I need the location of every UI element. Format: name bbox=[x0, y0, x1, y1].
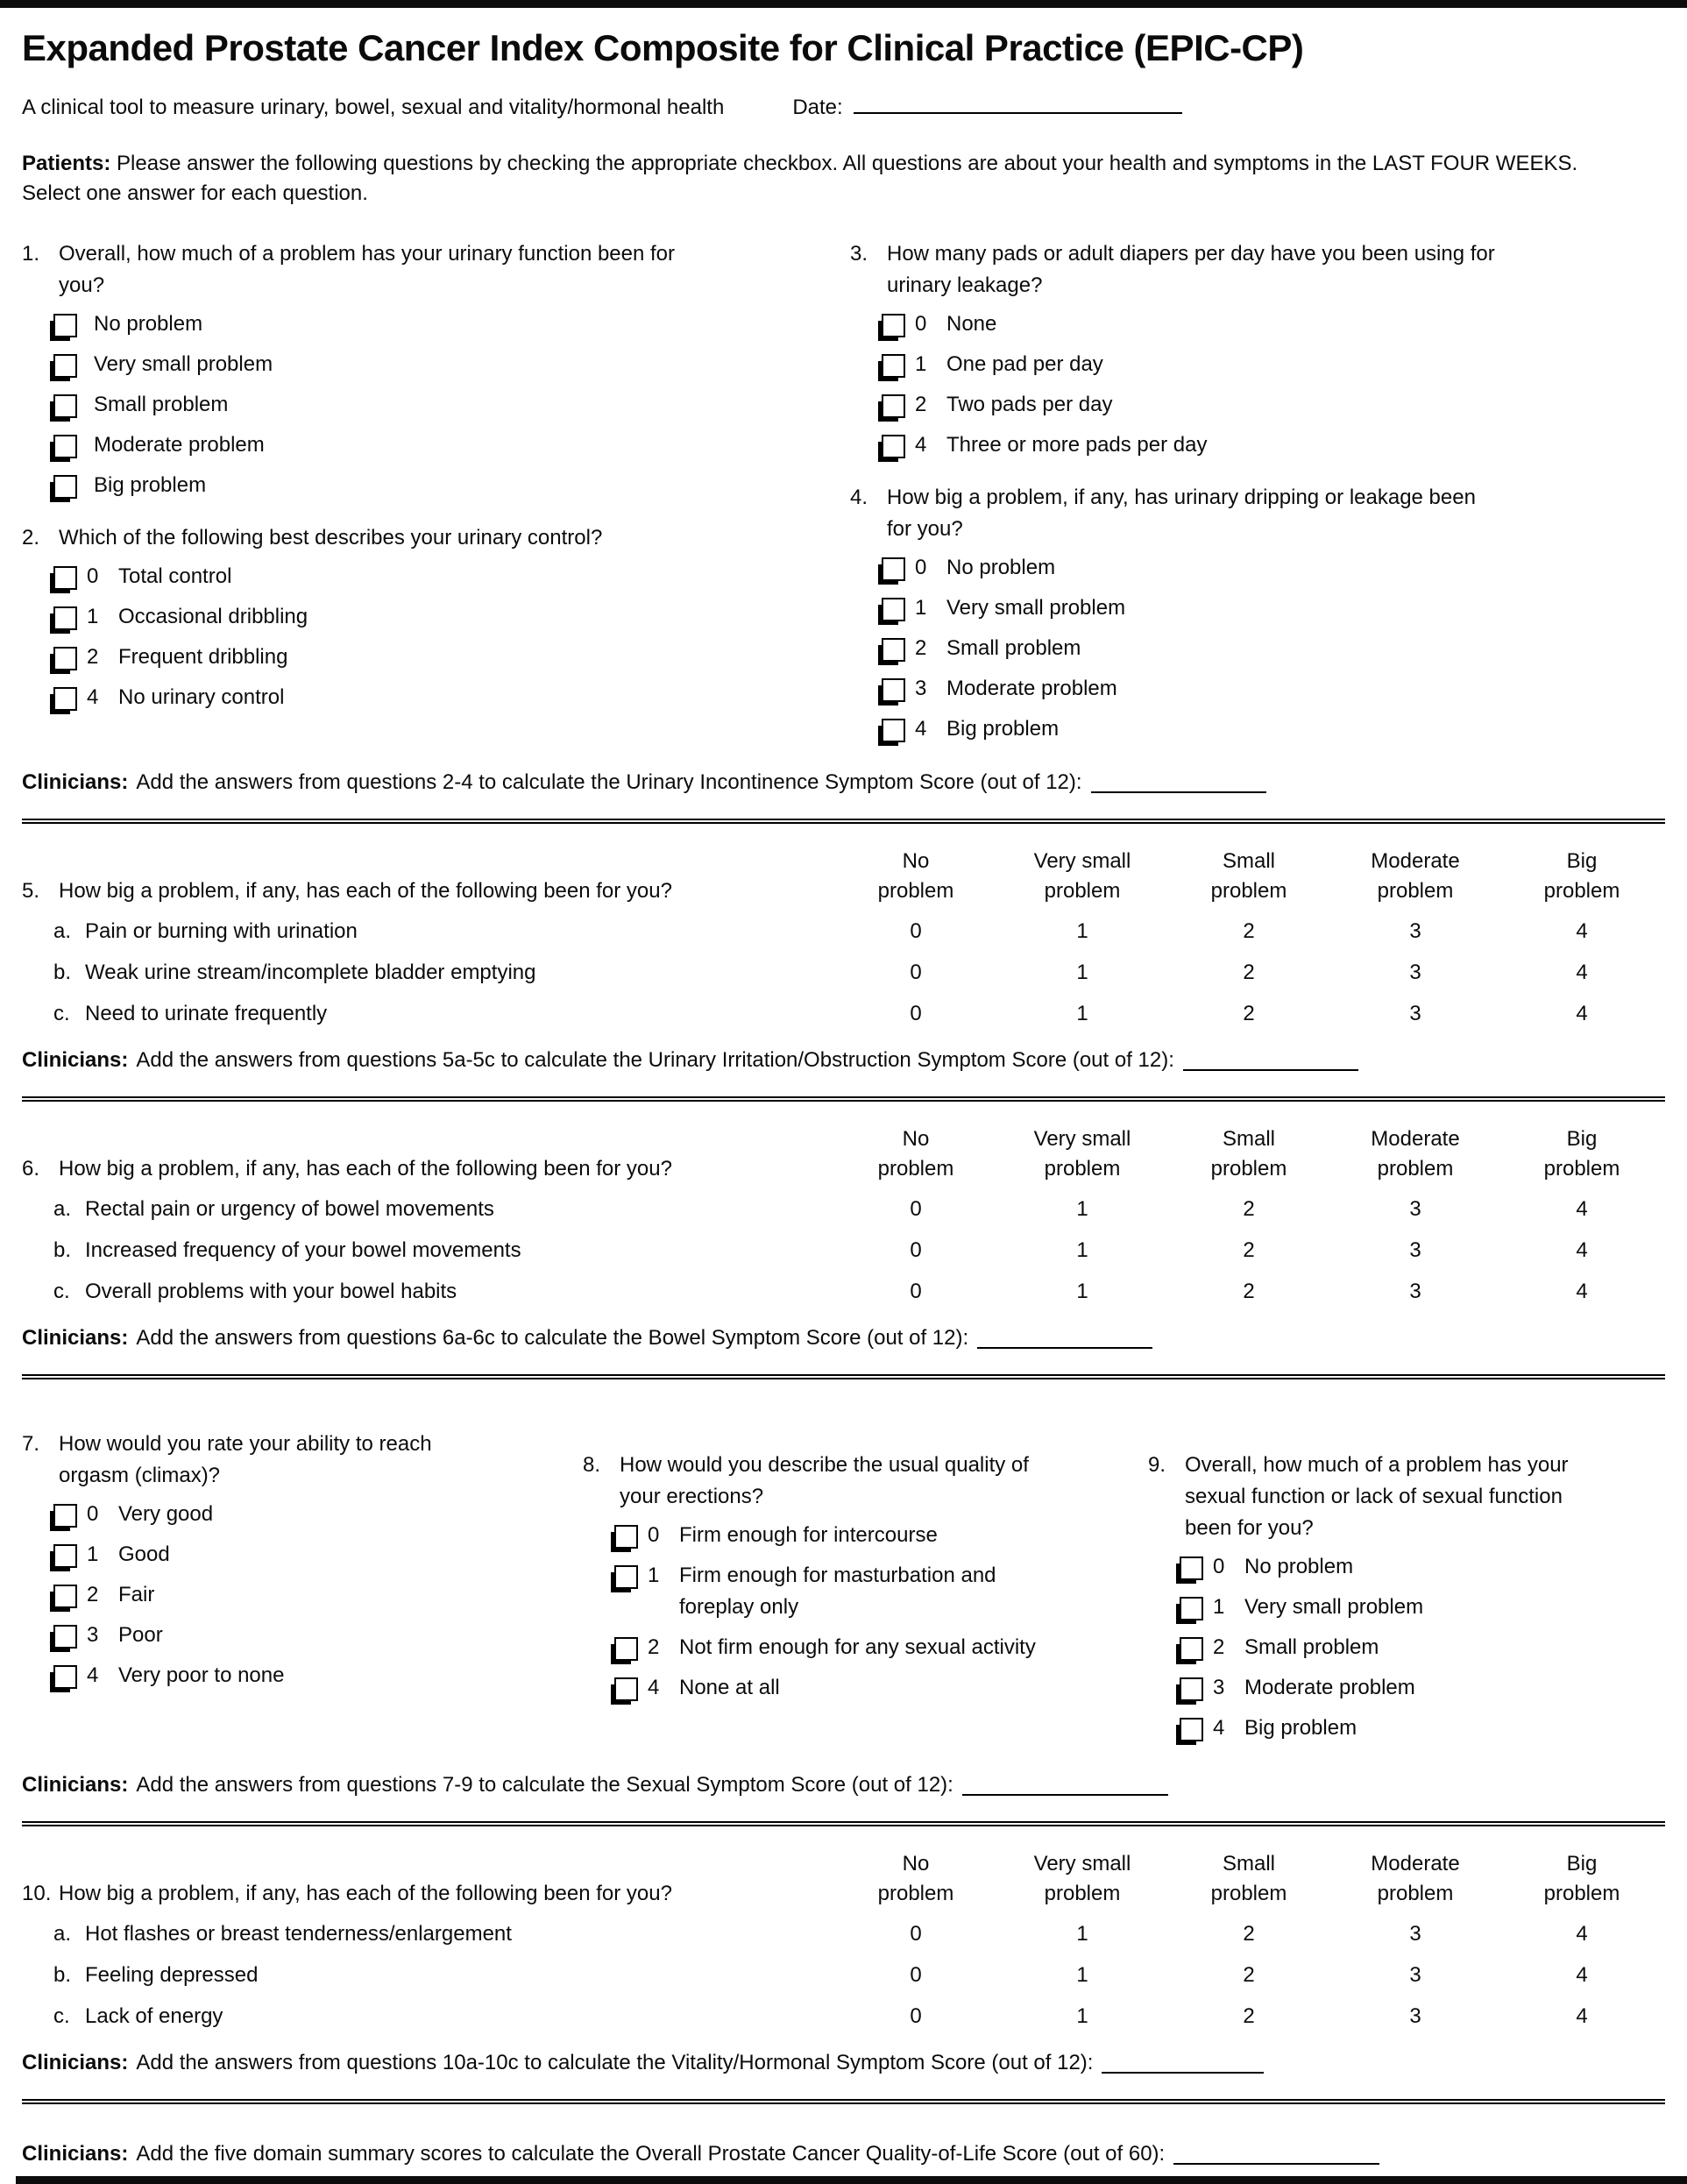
questions-1-4-block bbox=[22, 238, 1665, 754]
option-label: Big problem bbox=[94, 473, 207, 497]
answer-option[interactable] bbox=[53, 1539, 583, 1571]
clinicians-label: Clinicians: bbox=[22, 770, 129, 794]
option-label: Two pads per day bbox=[946, 393, 1113, 416]
answer-option[interactable] bbox=[614, 1560, 1148, 1623]
score-cell[interactable]: 1 bbox=[1076, 1922, 1088, 1946]
score-cell[interactable]: 3 bbox=[1409, 2004, 1421, 2028]
score-cell[interactable]: 1 bbox=[1076, 1002, 1088, 1025]
subtitle-row bbox=[22, 91, 1665, 123]
answer-option[interactable] bbox=[882, 389, 1665, 421]
column-header: Big problem bbox=[1543, 1852, 1620, 1905]
checkbox-icon[interactable] bbox=[882, 354, 905, 378]
score-cell[interactable]: 4 bbox=[1576, 1238, 1588, 1262]
row-text: Hot flashes or breast tenderness/enlargement bbox=[85, 1922, 512, 1946]
table-row bbox=[22, 1235, 1665, 1266]
option-label: Very good bbox=[118, 1502, 214, 1526]
column-header: No problem bbox=[877, 849, 954, 903]
column-header: Very small problem bbox=[1033, 1127, 1131, 1181]
option-label: Small problem bbox=[946, 636, 1081, 660]
answer-option[interactable] bbox=[53, 1579, 583, 1611]
column-header: Very small problem bbox=[1033, 849, 1131, 903]
option-value: 2 bbox=[1213, 1635, 1225, 1659]
score-cell[interactable]: 2 bbox=[1243, 1963, 1255, 1987]
option-value: 4 bbox=[87, 685, 99, 709]
answer-option[interactable] bbox=[882, 713, 1665, 745]
clinicians-note-bowel: Clinicians: Add the answers from questions 6a-6c to calculate the Bowel Symptom Score (out of 12): bbox=[22, 1323, 1665, 1353]
option-label: Poor bbox=[118, 1623, 163, 1647]
score-cell[interactable]: 1 bbox=[1076, 919, 1088, 943]
table-row bbox=[22, 2001, 1665, 2032]
row-text: Lack of energy bbox=[85, 2004, 223, 2028]
answer-option[interactable] bbox=[1180, 1592, 1665, 1623]
clinicians-label: Clinicians: bbox=[22, 1048, 129, 1072]
checkbox-icon[interactable] bbox=[1180, 1597, 1203, 1620]
question-number: 10. bbox=[22, 1882, 52, 1905]
answer-option[interactable] bbox=[882, 308, 1665, 340]
option-value: 2 bbox=[915, 636, 927, 660]
answer-option[interactable] bbox=[53, 682, 850, 713]
question-10-table bbox=[22, 1849, 1665, 2032]
checkbox-icon[interactable] bbox=[882, 598, 905, 621]
row-text: Overall problems with your bowel habits bbox=[85, 1280, 457, 1303]
score-cell[interactable]: 0 bbox=[910, 1197, 922, 1221]
question-3 bbox=[850, 238, 1665, 461]
option-value: 0 bbox=[1213, 1555, 1225, 1578]
answer-option[interactable] bbox=[1180, 1672, 1665, 1704]
option-value: 3 bbox=[87, 1623, 99, 1647]
question-number: 2. bbox=[22, 526, 40, 550]
answer-option[interactable] bbox=[614, 1672, 1148, 1704]
option-label: Three or more pads per day bbox=[946, 433, 1208, 457]
score-cell[interactable]: 2 bbox=[1243, 1922, 1255, 1946]
question-2 bbox=[22, 522, 850, 713]
score-cell[interactable]: 3 bbox=[1409, 1002, 1421, 1025]
score-cell[interactable]: 4 bbox=[1576, 1280, 1588, 1303]
option-value: 2 bbox=[915, 393, 927, 416]
score-cell[interactable]: 3 bbox=[1409, 919, 1421, 943]
row-text: Need to urinate frequently bbox=[85, 1002, 328, 1025]
option-value: 2 bbox=[87, 645, 99, 669]
question-number: 1. bbox=[22, 242, 40, 266]
checkbox-icon[interactable] bbox=[882, 435, 905, 458]
page-bottom-edge bbox=[16, 2176, 1687, 2184]
option-label: No problem bbox=[946, 556, 1056, 579]
score-cell[interactable]: 3 bbox=[1409, 1922, 1421, 1946]
form-subtitle: A clinical tool to measure urinary, bowel, sexual and vitality/hormonal health bbox=[22, 96, 725, 119]
checkbox-icon[interactable] bbox=[614, 1565, 638, 1589]
answer-option[interactable] bbox=[53, 1620, 583, 1651]
option-value: 0 bbox=[87, 564, 99, 588]
score-input-blank[interactable] bbox=[962, 1773, 1168, 1796]
row-letter: c. bbox=[53, 1002, 70, 1025]
score-cell[interactable]: 4 bbox=[1576, 1002, 1588, 1025]
row-text: Rectal pain or urgency of bowel movements bbox=[85, 1197, 494, 1221]
option-label: Fair bbox=[118, 1583, 155, 1606]
option-label: Small problem bbox=[94, 393, 229, 416]
score-input-blank[interactable] bbox=[1183, 1048, 1358, 1071]
clinicians-label: Clinicians: bbox=[22, 1326, 129, 1350]
option-label: Occasional dribbling bbox=[118, 605, 308, 628]
answer-option[interactable] bbox=[882, 633, 1665, 664]
question-text: Which of the following best describes your urinary control? bbox=[59, 526, 603, 550]
option-label: One pad per day bbox=[946, 352, 1103, 376]
checkbox-icon[interactable] bbox=[1180, 1556, 1203, 1580]
answer-option[interactable] bbox=[882, 349, 1665, 380]
option-label: Total control bbox=[118, 564, 232, 588]
score-cell[interactable]: 2 bbox=[1243, 2004, 1255, 2028]
table-row bbox=[22, 1276, 1665, 1308]
answer-option[interactable] bbox=[1180, 1712, 1665, 1744]
table-row bbox=[22, 1194, 1665, 1225]
option-label: Big problem bbox=[946, 717, 1060, 741]
checkbox-icon[interactable] bbox=[614, 1637, 638, 1661]
row-letter: a. bbox=[53, 919, 72, 943]
checkbox-icon[interactable] bbox=[53, 1625, 77, 1649]
score-cell[interactable]: 1 bbox=[1076, 961, 1088, 984]
column-header: Moderate problem bbox=[1371, 849, 1460, 903]
table-row bbox=[22, 916, 1665, 947]
question-number: 4. bbox=[850, 486, 868, 509]
option-label: Firm enough for intercourse bbox=[679, 1523, 938, 1547]
option-label: None bbox=[946, 312, 997, 336]
form-title: Expanded Prostate Cancer Index Composite for Clinical Practice (EPIC-CP) bbox=[22, 27, 1304, 68]
checkbox-icon[interactable] bbox=[53, 606, 77, 630]
question-number: 7. bbox=[22, 1432, 40, 1456]
checkbox-icon[interactable] bbox=[1180, 1677, 1203, 1701]
row-text: Increased frequency of your bowel movements bbox=[85, 1238, 521, 1262]
score-cell[interactable]: 1 bbox=[1076, 1280, 1088, 1303]
question-5-table bbox=[22, 847, 1665, 1030]
score-cell[interactable]: 0 bbox=[910, 919, 922, 943]
clinicians-note-urinary-irritation: Clinicians: Add the answers from questions 5a-5c to calculate the Urinary Irritation/Obstruction Symptom Score (out of 12): bbox=[22, 1046, 1665, 1075]
option-value: 2 bbox=[87, 1583, 99, 1606]
score-cell[interactable]: 3 bbox=[1409, 1238, 1421, 1262]
option-label: Not firm enough for any sexual activity bbox=[679, 1635, 1036, 1659]
clinicians-note-urinary-incontinence: Clinicians: Add the answers from questions 2-4 to calculate the Urinary Incontinence Symptom Score (out of 12): bbox=[22, 768, 1665, 798]
score-cell[interactable]: 3 bbox=[1409, 1197, 1421, 1221]
option-label: Very small problem bbox=[94, 352, 273, 376]
option-label: Frequent dribbling bbox=[118, 645, 288, 669]
answer-option[interactable] bbox=[882, 552, 1665, 584]
option-value: 0 bbox=[648, 1523, 660, 1547]
answer-option[interactable] bbox=[882, 673, 1665, 705]
checkbox-icon[interactable] bbox=[53, 687, 77, 711]
checkbox-icon[interactable] bbox=[53, 435, 77, 458]
answer-option[interactable] bbox=[53, 642, 850, 673]
option-value: 3 bbox=[1213, 1676, 1225, 1699]
answer-option[interactable] bbox=[614, 1520, 1148, 1551]
option-label: Firm enough for masturbation and foreplay only bbox=[679, 1564, 996, 1619]
score-cell[interactable]: 1 bbox=[1076, 2004, 1088, 2028]
table-row bbox=[22, 957, 1665, 989]
clinicians-note-overall: Clinicians: Add the five domain summary scores to calculate the Overall Prostate Cancer Quality-of-Life Score (out of 60): bbox=[22, 2139, 1665, 2169]
row-letter: a. bbox=[53, 1197, 72, 1221]
checkbox-icon[interactable] bbox=[53, 647, 77, 670]
date-label: Date: bbox=[792, 96, 843, 119]
clinicians-label: Clinicians: bbox=[22, 2142, 129, 2166]
column-header: Big problem bbox=[1543, 849, 1620, 903]
score-cell[interactable]: 4 bbox=[1576, 919, 1588, 943]
option-value: 4 bbox=[648, 1676, 660, 1699]
option-label: No problem bbox=[94, 312, 203, 336]
option-label: Moderate problem bbox=[94, 433, 265, 457]
checkbox-icon[interactable] bbox=[882, 638, 905, 662]
score-cell[interactable]: 0 bbox=[910, 961, 922, 984]
question-number: 5. bbox=[22, 879, 40, 903]
answer-option[interactable] bbox=[53, 1499, 583, 1530]
question-number: 8. bbox=[583, 1453, 601, 1477]
section-divider bbox=[22, 1096, 1665, 1102]
checkbox-icon[interactable] bbox=[53, 566, 77, 590]
score-cell[interactable]: 2 bbox=[1243, 961, 1255, 984]
question-text: How many pads or adult diapers per day have you been using for urinary leakage? bbox=[887, 242, 1495, 297]
option-value: 4 bbox=[1213, 1716, 1225, 1740]
question-8 bbox=[583, 1450, 1148, 1753]
patients-instructions: Patients: Please answer the following questions by checking the appropriate checkbox. All questions are about your health and symptoms in the LAST FOUR WEEKS. Select one answer for each question. bbox=[22, 152, 1578, 205]
table-row bbox=[22, 1960, 1665, 1991]
answer-option[interactable] bbox=[53, 429, 850, 461]
answer-option[interactable] bbox=[614, 1632, 1148, 1663]
score-cell[interactable]: 3 bbox=[1409, 1280, 1421, 1303]
option-value: 3 bbox=[915, 677, 927, 700]
row-letter: c. bbox=[53, 1280, 70, 1303]
answer-option[interactable] bbox=[53, 349, 850, 380]
option-value: 1 bbox=[915, 596, 927, 620]
score-cell[interactable]: 1 bbox=[1076, 1197, 1088, 1221]
row-letter: b. bbox=[53, 1238, 72, 1262]
column-header: Small problem bbox=[1210, 1852, 1287, 1905]
checkbox-icon[interactable] bbox=[53, 1544, 77, 1568]
questions-7-9-block bbox=[22, 1429, 1665, 1753]
answer-option[interactable] bbox=[53, 1660, 583, 1691]
checkbox-icon[interactable] bbox=[53, 354, 77, 378]
checkbox-icon[interactable] bbox=[882, 394, 905, 418]
checkbox-icon[interactable] bbox=[53, 1585, 77, 1608]
question-1 bbox=[22, 238, 850, 501]
option-value: 1 bbox=[87, 605, 99, 628]
clinicians-note-sexual: Clinicians: Add the answers from questions 7-9 to calculate the Sexual Symptom Score (out of 12): bbox=[22, 1770, 1665, 1800]
option-value: 4 bbox=[915, 717, 927, 741]
row-text: Pain or burning with urination bbox=[85, 919, 358, 943]
score-cell[interactable]: 4 bbox=[1576, 1922, 1588, 1946]
score-cell[interactable]: 1 bbox=[1076, 1238, 1088, 1262]
date-input-blank[interactable] bbox=[854, 91, 1182, 114]
score-cell[interactable]: 0 bbox=[910, 1922, 922, 1946]
checkbox-icon[interactable] bbox=[53, 1504, 77, 1528]
score-cell[interactable]: 4 bbox=[1576, 2004, 1588, 2028]
checkbox-icon[interactable] bbox=[53, 394, 77, 418]
answer-option[interactable] bbox=[1180, 1551, 1665, 1583]
section-divider bbox=[22, 2099, 1665, 2104]
checkbox-icon[interactable] bbox=[882, 557, 905, 581]
question-text: How would you describe the usual quality of your erections? bbox=[620, 1453, 1029, 1508]
question-text: How would you rate your ability to reach orgasm (climax)? bbox=[59, 1432, 432, 1487]
question-text: How big a problem, if any, has each of the following been for you? bbox=[59, 1882, 672, 1905]
question-text: How big a problem, if any, has urinary dripping or leakage been for you? bbox=[887, 486, 1476, 541]
question-number: 9. bbox=[1148, 1453, 1166, 1477]
checkbox-icon[interactable] bbox=[614, 1525, 638, 1549]
answer-option[interactable] bbox=[53, 308, 850, 340]
score-cell[interactable]: 4 bbox=[1576, 1197, 1588, 1221]
row-letter: b. bbox=[53, 1963, 72, 1987]
checkbox-icon[interactable] bbox=[1180, 1718, 1203, 1741]
clinicians-label: Clinicians: bbox=[22, 1773, 129, 1797]
question-9 bbox=[1148, 1450, 1665, 1753]
score-cell[interactable]: 4 bbox=[1576, 961, 1588, 984]
column-header: No problem bbox=[877, 1852, 954, 1905]
checkbox-icon[interactable] bbox=[1180, 1637, 1203, 1661]
section-divider bbox=[22, 819, 1665, 824]
table-row bbox=[22, 1918, 1665, 1950]
score-cell[interactable]: 2 bbox=[1243, 1280, 1255, 1303]
score-cell[interactable]: 2 bbox=[1243, 1002, 1255, 1025]
column-header: Moderate problem bbox=[1371, 1127, 1460, 1181]
score-input-blank[interactable] bbox=[1173, 2142, 1379, 2165]
answer-option[interactable] bbox=[53, 601, 850, 633]
row-text: Feeling depressed bbox=[85, 1963, 259, 1987]
score-cell[interactable]: 0 bbox=[910, 1280, 922, 1303]
row-letter: a. bbox=[53, 1922, 72, 1946]
option-label: None at all bbox=[679, 1676, 780, 1699]
column-header: Moderate problem bbox=[1371, 1852, 1460, 1905]
score-cell[interactable]: 1 bbox=[1076, 1963, 1088, 1987]
score-cell[interactable]: 0 bbox=[910, 1238, 922, 1262]
question-6-table bbox=[22, 1124, 1665, 1308]
option-value: 0 bbox=[87, 1502, 99, 1526]
question-text: Overall, how much of a problem has your sexual function or lack of sexual function been for you? bbox=[1185, 1453, 1569, 1540]
option-label: Small problem bbox=[1244, 1635, 1379, 1659]
answer-option[interactable] bbox=[882, 429, 1665, 461]
question-number: 6. bbox=[22, 1157, 40, 1181]
column-header: Very small problem bbox=[1033, 1852, 1131, 1905]
score-cell[interactable]: 3 bbox=[1409, 1963, 1421, 1987]
question-7 bbox=[22, 1429, 583, 1753]
answer-option[interactable] bbox=[53, 470, 850, 501]
row-letter: b. bbox=[53, 961, 72, 984]
option-value: 4 bbox=[87, 1663, 99, 1687]
section-divider bbox=[22, 1374, 1665, 1379]
option-label: Very small problem bbox=[946, 596, 1126, 620]
option-label: Moderate problem bbox=[1244, 1676, 1415, 1699]
section-divider bbox=[22, 1821, 1665, 1826]
row-letter: c. bbox=[53, 2004, 70, 2028]
right-column bbox=[850, 238, 1665, 754]
option-label: Moderate problem bbox=[946, 677, 1117, 700]
score-cell[interactable]: 3 bbox=[1409, 961, 1421, 984]
option-value: 1 bbox=[87, 1542, 99, 1566]
checkbox-icon[interactable] bbox=[53, 1665, 77, 1689]
column-header: Big problem bbox=[1543, 1127, 1620, 1181]
question-number: 3. bbox=[850, 242, 868, 266]
question-text: How big a problem, if any, has each of the following been for you? bbox=[59, 1157, 672, 1181]
answer-option[interactable] bbox=[53, 561, 850, 592]
row-text: Weak urine stream/incomplete bladder emptying bbox=[85, 961, 536, 984]
option-value: 1 bbox=[915, 352, 927, 376]
column-header: Small problem bbox=[1210, 849, 1287, 903]
page-top-edge bbox=[0, 0, 1687, 8]
column-header: Small problem bbox=[1210, 1127, 1287, 1181]
option-value: 4 bbox=[915, 433, 927, 457]
option-value: 0 bbox=[915, 556, 927, 579]
score-input-blank[interactable] bbox=[1102, 2051, 1264, 2074]
checkbox-icon[interactable] bbox=[53, 314, 77, 337]
column-header: No problem bbox=[877, 1127, 954, 1181]
option-label: Good bbox=[118, 1542, 170, 1566]
option-label: Big problem bbox=[1244, 1716, 1357, 1740]
option-value: 0 bbox=[915, 312, 927, 336]
checkbox-icon[interactable] bbox=[882, 719, 905, 742]
score-cell[interactable]: 2 bbox=[1243, 1238, 1255, 1262]
patients-label: Patients: bbox=[22, 152, 111, 175]
option-label: No urinary control bbox=[118, 685, 285, 709]
question-4 bbox=[850, 482, 1665, 745]
score-cell[interactable]: 0 bbox=[910, 1002, 922, 1025]
question-text: How big a problem, if any, has each of the following been for you? bbox=[59, 879, 672, 903]
answer-option[interactable] bbox=[882, 592, 1665, 624]
option-value: 2 bbox=[648, 1635, 660, 1659]
checkbox-icon[interactable] bbox=[882, 678, 905, 702]
question-text: Overall, how much of a problem has your urinary function been for you? bbox=[59, 242, 676, 297]
score-cell[interactable]: 0 bbox=[910, 2004, 922, 2028]
answer-option[interactable] bbox=[1180, 1632, 1665, 1663]
clinicians-note-vitality: Clinicians: Add the answers from questions 10a-10c to calculate the Vitality/Hormonal Symptom Score (out of 12): bbox=[22, 2048, 1665, 2078]
left-column bbox=[22, 238, 850, 754]
checkbox-icon[interactable] bbox=[882, 314, 905, 337]
score-cell[interactable]: 2 bbox=[1243, 919, 1255, 943]
clinicians-label: Clinicians: bbox=[22, 2051, 129, 2074]
score-input-blank[interactable] bbox=[1091, 770, 1266, 793]
checkbox-icon[interactable] bbox=[53, 475, 77, 499]
option-value: 1 bbox=[648, 1564, 660, 1587]
score-cell[interactable]: 4 bbox=[1576, 1963, 1588, 1987]
option-label: No problem bbox=[1244, 1555, 1354, 1578]
score-input-blank[interactable] bbox=[977, 1326, 1152, 1349]
option-label: Very small problem bbox=[1244, 1595, 1424, 1619]
checkbox-icon[interactable] bbox=[614, 1677, 638, 1701]
score-cell[interactable]: 2 bbox=[1243, 1197, 1255, 1221]
option-value: 1 bbox=[1213, 1595, 1225, 1619]
table-row bbox=[22, 998, 1665, 1030]
answer-option[interactable] bbox=[53, 389, 850, 421]
score-cell[interactable]: 0 bbox=[910, 1963, 922, 1987]
option-label: Very poor to none bbox=[118, 1663, 285, 1687]
